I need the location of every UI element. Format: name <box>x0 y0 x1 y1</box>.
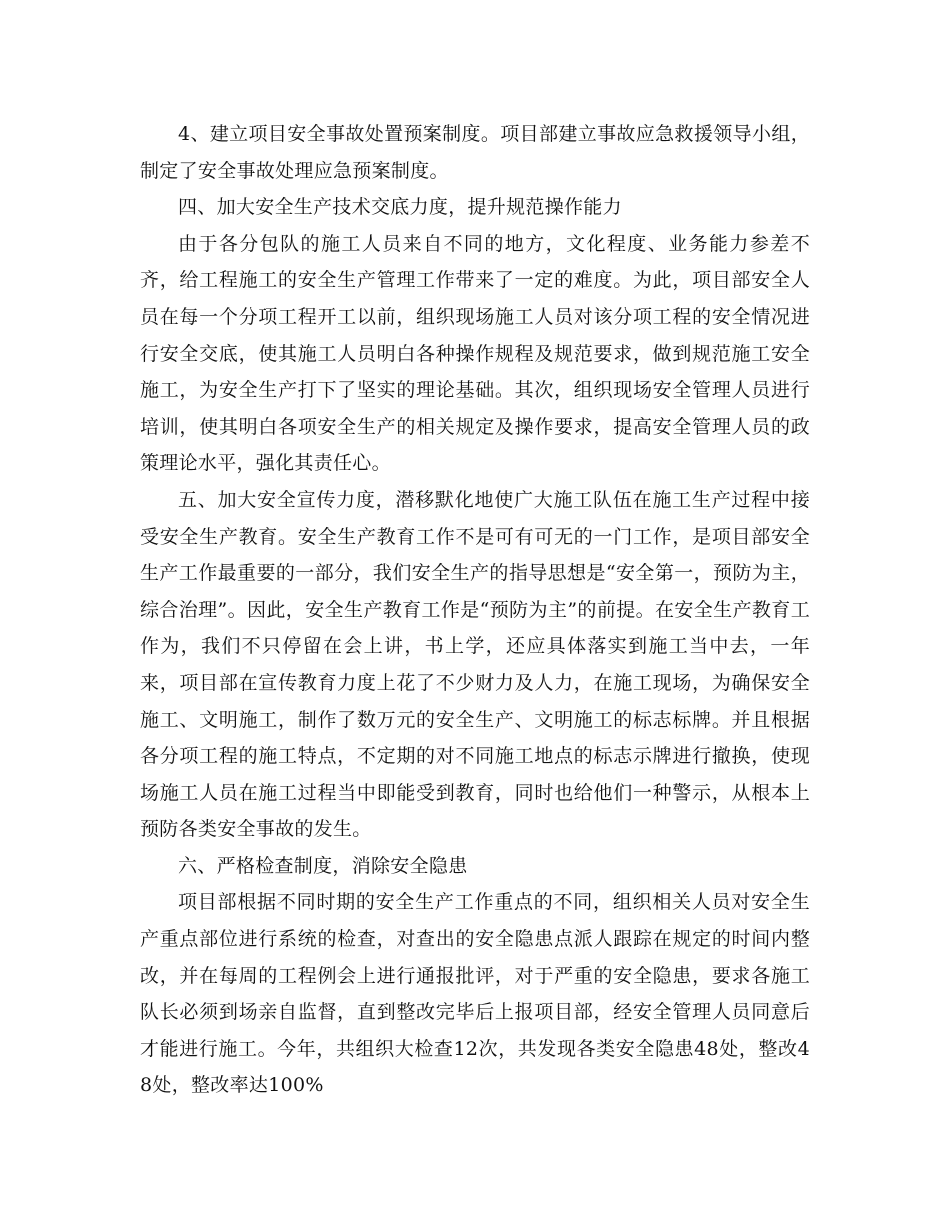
heading-section-four: 四、加大安全生产技术交底力度，提升规范操作能力 <box>178 196 622 219</box>
paragraph-technical-briefing: 由于各分包队的施工人员来自不同的地方，文化程度、业务能力参差不齐，给工程施工的安全生产管理工作带来了一定的难度。为此，项目部安全人员在每一个分项工程开工以前，组织现场施工人员对该分项工程的安全情况进行安全交底，使其施工人员明白各种操作规程及规范要求，做到规范施工安全施工，为安全生产打下了坚实的理论基础。其次，组织现场安全管理人员进行培训，使其明白各项安全生产的相关规定及操作要求，提高安全管理人员的政策理论水平，强化其责任心。 <box>140 232 810 475</box>
document-body <box>140 116 810 1104</box>
paragraph-accident-plan: 4、建立项目安全事故处置预案制度。项目部建立事故应急救援领导小组，制定了安全事故处理应急预案制度。 <box>140 123 810 182</box>
paragraph-inspection: 项目部根据不同时期的安全生产工作重点的不同，组织相关人员对安全生产重点部位进行系统的检查，对查出的安全隐患点派人跟踪在规定的时间内整改，并在每周的工程例会上进行通报批评，对于严重的安全隐患，要求各施工队长必须到场亲自监督，直到整改完毕后上报项目部，经安全管理人员同意后才能进行施工。今年，共组织大检查12次，共发现各类安全隐患48处，整改48处，整改率达100% <box>140 891 810 1097</box>
paragraph-safety-publicity: 五、加大安全宣传力度，潜移默化地使广大施工队伍在施工生产过程中接受安全生产教育。安全生产教育工作不是可有可无的一门工作，是项目部安全生产工作最重要的一部分，我们安全生产的指导思想是“安全第一，预防为主，综合治理”。因此，安全生产教育工作是“预防为主”的前提。在安全生产教育工作为，我们不只停留在会上讲，书上学，还应具体落实到施工当中去，一年来，项目部在宣传教育力度上花了不少财力及人力，在施工现场，为确保安全施工、文明施工，制作了数万元的安全生产、文明施工的标志标牌。并且根据各分项工程的施工特点，不定期的对不同施工地点的标志示牌进行撤换，使现场施工人员在施工过程当中即能受到教育，同时也给他们一种警示，从根本上预防各类安全事故的发生。 <box>140 488 810 841</box>
heading-section-six: 六、严格检查制度，消除安全隐患 <box>178 854 468 877</box>
